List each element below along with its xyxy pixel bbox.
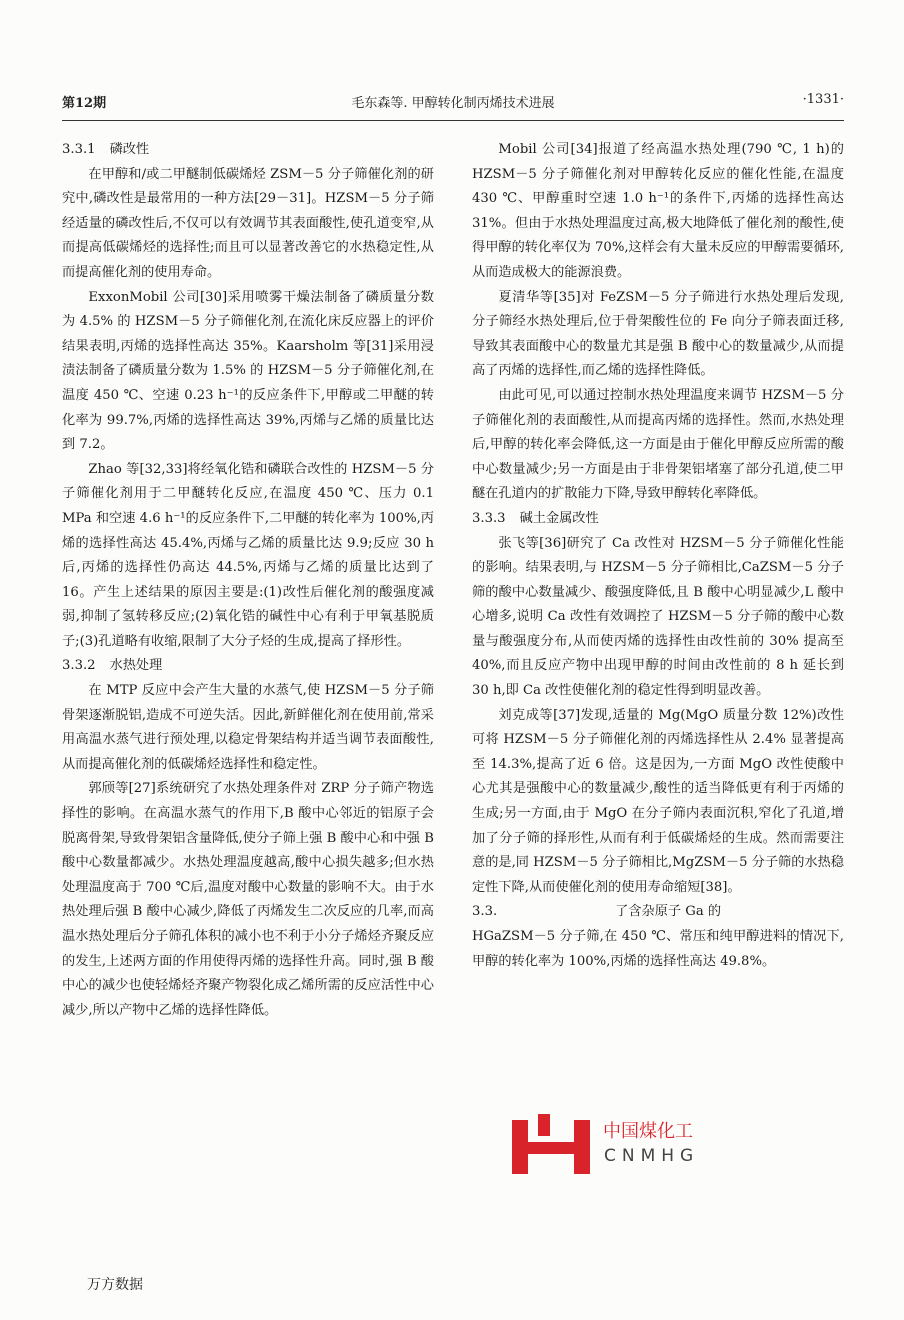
paragraph: Zhao 等[32,33]将经氧化锆和磷联合改性的 HZSM－5 分子筛催化剂用于二甲醚转化反应,在温度 450 ℃、压力 0.1 MPa 和空速 4.6 h⁻¹的反应条件下,二甲醚的转化率为 100%,丙烯的选择性高达 45.4%,丙烯与乙烯的质量比达 9.9;反应 30 h 后,丙烯的选择性仍高达 44.5%,丙烯与乙烯的质量比达到了 16。产生上述结果的原因主要是:(1)改性后催化剂的酸强度减弱,抑制了氢转移反应;(2)氧化锆的碱性中心有利于甲氧基脱质子;(3)孔道略有收缩,限制了大分子烃的生成,提高了择形性。 <box>62 461 434 649</box>
paragraph: 夏清华等[35]对 FeZSM－5 分子筛进行水热处理后发现,分子筛经水热处理后,位于骨架酸性位的 Fe 向分子筛表面迁移,导致其表面酸中心的数量尤其是强 B 酸中心的数量减少,从而提高了丙烯的选择性,而乙烯的选择性降低。 <box>472 289 844 379</box>
paragraph: 郭颀等[27]系统研究了水热处理条件对 ZRP 分子筛产物选择性的影响。在高温水蒸气的作用下,B 酸中心邻近的铝原子会脱离骨架,导致骨架铝含量降低,使分子筛上强 B 酸中心和中强 B 酸中心数量都减少。水热处理温度越高,酸中心损失越多;但水热处理温度高于 700 ℃后,温度对酸中心数量的影响不大。由于水热处理后强 B 酸中心减少,降低了丙烯发生二次反应的几率,而高温水热处理后分子筛孔体积的减小也不利于小分子烯烃齐聚反应的发生,上述两方面的作用使得丙烯的选择性升高。同时,强 B 酸中心的减少也使轻烯烃齐聚产物裂化成乙烯所需的反应活性中心减少,所以产物中乙烯的选择性降低。 <box>62 781 434 1018</box>
running-title: 毛东森等. 甲醇转化制丙烯技术进展 <box>351 96 555 111</box>
running-header <box>62 92 844 118</box>
paragraph: 张飞等[36]研究了 Ca 改性对 HZSM－5 分子筛催化性能的影响。结果表明,与 HZSM－5 分子筛相比,CaZSM－5 分子筛的酸中心数量减少、酸强度降低,且 B 酸中心明显减少,L 酸中心增多,说明 Ca 改性有效调控了 HZSM－5 分子筛的酸中心数量与酸强度分布,从而使丙烯的选择性由改性前的 30% 提高至 40%,而且反应产物中出现甲醇的时间由改性前的 8 h 延长到 30 h,即 Ca 改性使催化剂的稳定性得到明显改善。 <box>472 535 844 699</box>
page-number: ·1331· <box>802 92 844 107</box>
paragraph: 在 MTP 反应中会产生大量的水蒸气,使 HZSM－5 分子筛骨架逐渐脱铝,造成不可逆失活。因此,新鲜催化剂在使用前,常采用高温水蒸气进行预处理,以稳定骨架结构并适当调节表面酸性,从而提高催化剂的低碳烯烃选择性和稳定性。 <box>62 683 434 772</box>
section-3-3-4-start <box>472 900 844 925</box>
paragraph: HGaZSM－5 分子筛,在 450 ℃、常压和纯甲醇进料的情况下,甲醇的转化率为 100%,丙烯的选择性高达 49.8%。 <box>472 929 844 969</box>
paragraph: Mobil 公司[34]报道了经高温水热处理(790 ℃, 1 h)的 HZSM－5 分子筛催化剂对甲醇转化反应的催化性能,在温度 430 ℃、甲醇重时空速 1.0 h⁻¹的条件下,丙烯的选择性高达 31%。但由于水热处理温度过高,极大地降低了催化剂的酸性,使得甲醇的转化率仅为 70%,这样会有大量未反应的甲醇需要循环,从而造成极大的能源浪费。 <box>472 142 844 280</box>
issue-number: 第12期 <box>62 96 107 111</box>
paragraph: 在甲醇和/或二甲醚制低碳烯烃 ZSM－5 分子筛催化剂的研究中,磷改性是最常用的一种方法[29－31]。HZSM－5 分子筛经适量的磷改性后,不仅可以有效调节其表面酸性,使孔道变窄,从而提高低碳烯烃的选择性;而且可以显著改善它的水热稳定性,从而提高催化剂的使用寿命。 <box>62 166 434 280</box>
paragraph-fragment: 了含杂原子 Ga 的 <box>615 904 722 920</box>
section-heading-3-3-1: 3.3.1 磷改性 <box>62 142 150 157</box>
section-heading-3-3-2: 3.3.2 水热处理 <box>62 658 163 674</box>
watermark-text-en: CNMHG <box>604 1146 700 1166</box>
paragraph: 由此可见,可以通过控制水热处理温度来调节 HZSM－5 分子筛催化剂的表面酸性,从而提高丙烯的选择性。然而,水热处理后,甲醇的转化率会降低,这一方面是由于催化甲醇反应所需的酸中心数量减少;另一方面是由于非骨架铝堵塞了部分孔道,使二甲醚在孔道内的扩散能力下降,导致甲醇转化率降低。 <box>472 387 844 502</box>
section-heading-3-3-3: 3.3.3 碱土金属改性 <box>472 510 599 526</box>
paragraph: 刘克成等[37]发现,适量的 Mg(MgO 质量分数 12%)改性可将 HZSM－5 分子筛催化剂的丙烯选择性从 2.4% 显著提高至 14.3%,提高了近 6 倍。这是因为,一方面 MgO 改性使酸中心尤其是强酸中心的数量减少,酸性的适当降低更有利于丙烯的生成;另一方面,由于 MgO 在分子筛内表面沉积,窄化了孔道,增加了分子筛的择形性,从而有利于低碳烯烃的生成。然而需要注意的是,同 HZSM－5 分子筛相比,MgZSM－5 分子筛的水热稳定性下降,从而使催化剂的使用寿命缩短[38]。 <box>472 707 844 895</box>
watermark-text-cn: 中国煤化工 <box>603 1121 693 1142</box>
left-column <box>62 138 434 1023</box>
header-rule <box>62 120 844 121</box>
source-footer: 万方数据 <box>87 1277 143 1293</box>
section-heading-3-3-4-num: 3.3. <box>472 904 498 920</box>
right-column <box>472 138 844 974</box>
paragraph: ExxonMobil 公司[30]采用喷雾干燥法制备了磷质量分数为 4.5% 的 HZSM－5 分子筛催化剂,在流化床反应器上的评价结果表明,丙烯的选择性高达 35%。Kaarsholm 等[31]采用浸渍法制备了磷质量分数为 1.5% 的 HZSM－5 分子筛催化剂,在温度 450 ℃、空速 0.23 h⁻¹的反应条件下,甲醇或二甲醚的转化率为 99.7%,丙烯的选择性高达 39%,丙烯与乙烯的质量比达到 7.2。 <box>62 289 434 453</box>
